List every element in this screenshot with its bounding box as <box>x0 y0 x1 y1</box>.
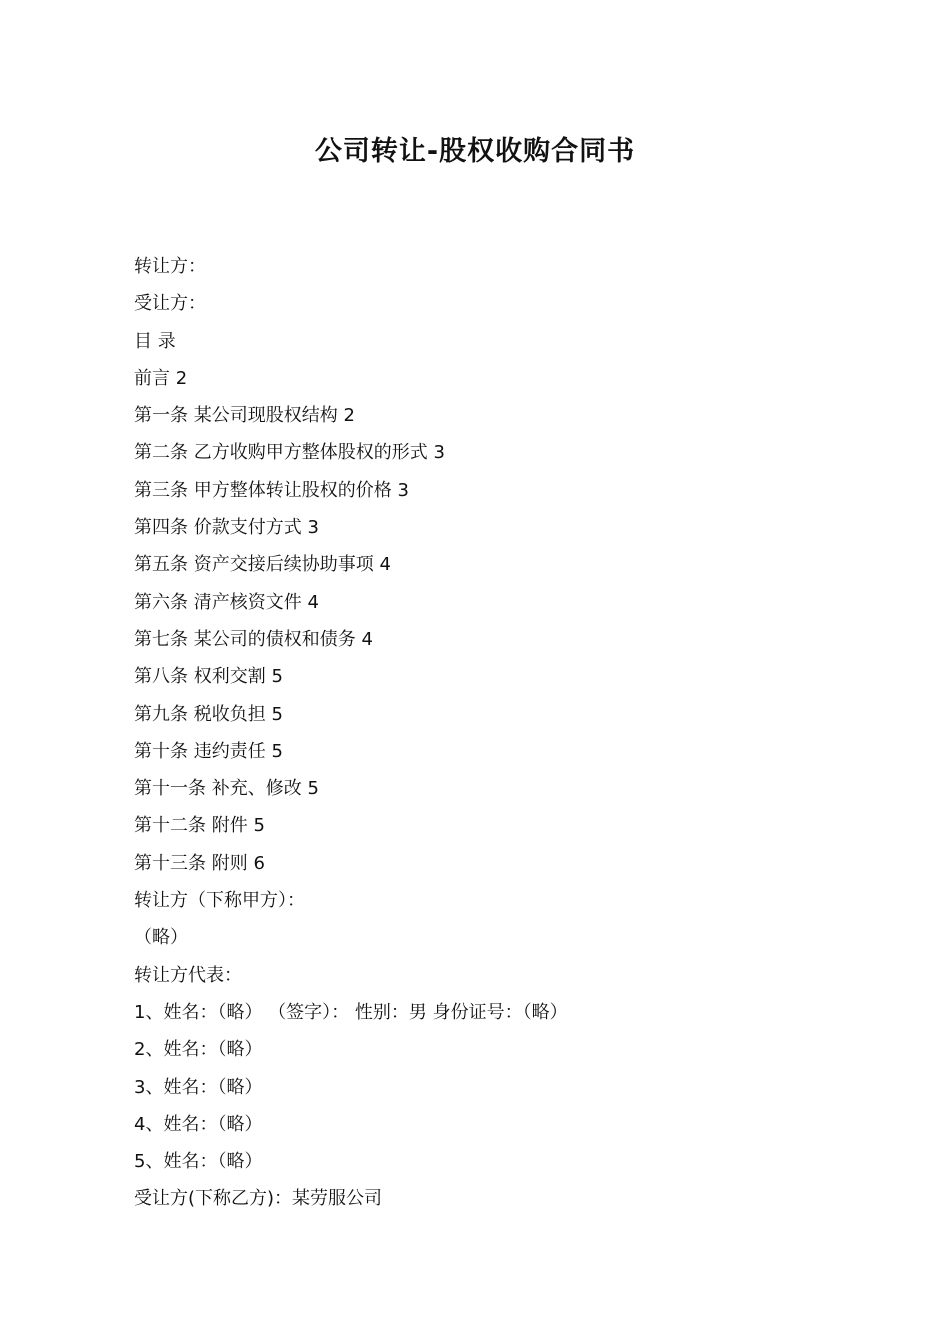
toc-item-article-5: 第五条 资产交接后续协助事项 4 <box>134 554 391 576</box>
representative-1: 1、姓名：（略） （签字）： 性别：男 身份证号：（略） <box>134 1001 568 1023</box>
representative-4: 4、姓名：（略） <box>134 1113 263 1135</box>
party-a-name: （略） <box>134 927 188 949</box>
representative-3: 3、姓名：（略） <box>134 1076 263 1098</box>
representative-2: 2、姓名：（略） <box>134 1039 263 1061</box>
toc-item-article-2: 第二条 乙方收购甲方整体股权的形式 3 <box>134 442 445 464</box>
toc-item-article-4: 第四条 价款支付方式 3 <box>134 517 319 539</box>
toc-item-article-3: 第三条 甲方整体转让股权的价格 3 <box>134 479 409 501</box>
toc-item-article-7: 第七条 某公司的债权和债务 4 <box>134 628 373 650</box>
transferor-label: 转让方： <box>134 256 206 277</box>
toc-item-article-6: 第六条 清产核资文件 4 <box>134 591 319 613</box>
party-b-heading: 受让方(下称乙方)：某劳服公司 <box>134 1188 383 1210</box>
document-title: 公司转让-股权收购合同书 <box>314 136 636 167</box>
toc-heading: 目 录 <box>134 330 176 352</box>
party-a-representatives-heading: 转让方代表： <box>134 964 242 986</box>
toc-item-article-8: 第八条 权利交割 5 <box>134 666 283 688</box>
toc-item-article-10: 第十条 违约责任 5 <box>134 740 283 762</box>
toc-item-article-11: 第十一条 补充、修改 5 <box>134 778 319 800</box>
toc-item-article-13: 第十三条 附则 6 <box>134 852 265 874</box>
toc-item-preface: 前言 2 <box>134 367 188 389</box>
toc-item-article-9: 第九条 税收负担 5 <box>134 703 283 725</box>
document-body <box>134 248 854 1218</box>
toc-item-article-12: 第十二条 附件 5 <box>134 815 265 837</box>
representative-5: 5、姓名：（略） <box>134 1151 263 1173</box>
transferee-label: 受让方： <box>134 293 206 315</box>
party-a-heading: 转让方（下称甲方）： <box>134 890 305 912</box>
toc-item-article-1: 第一条 某公司现股权结构 2 <box>134 405 355 427</box>
